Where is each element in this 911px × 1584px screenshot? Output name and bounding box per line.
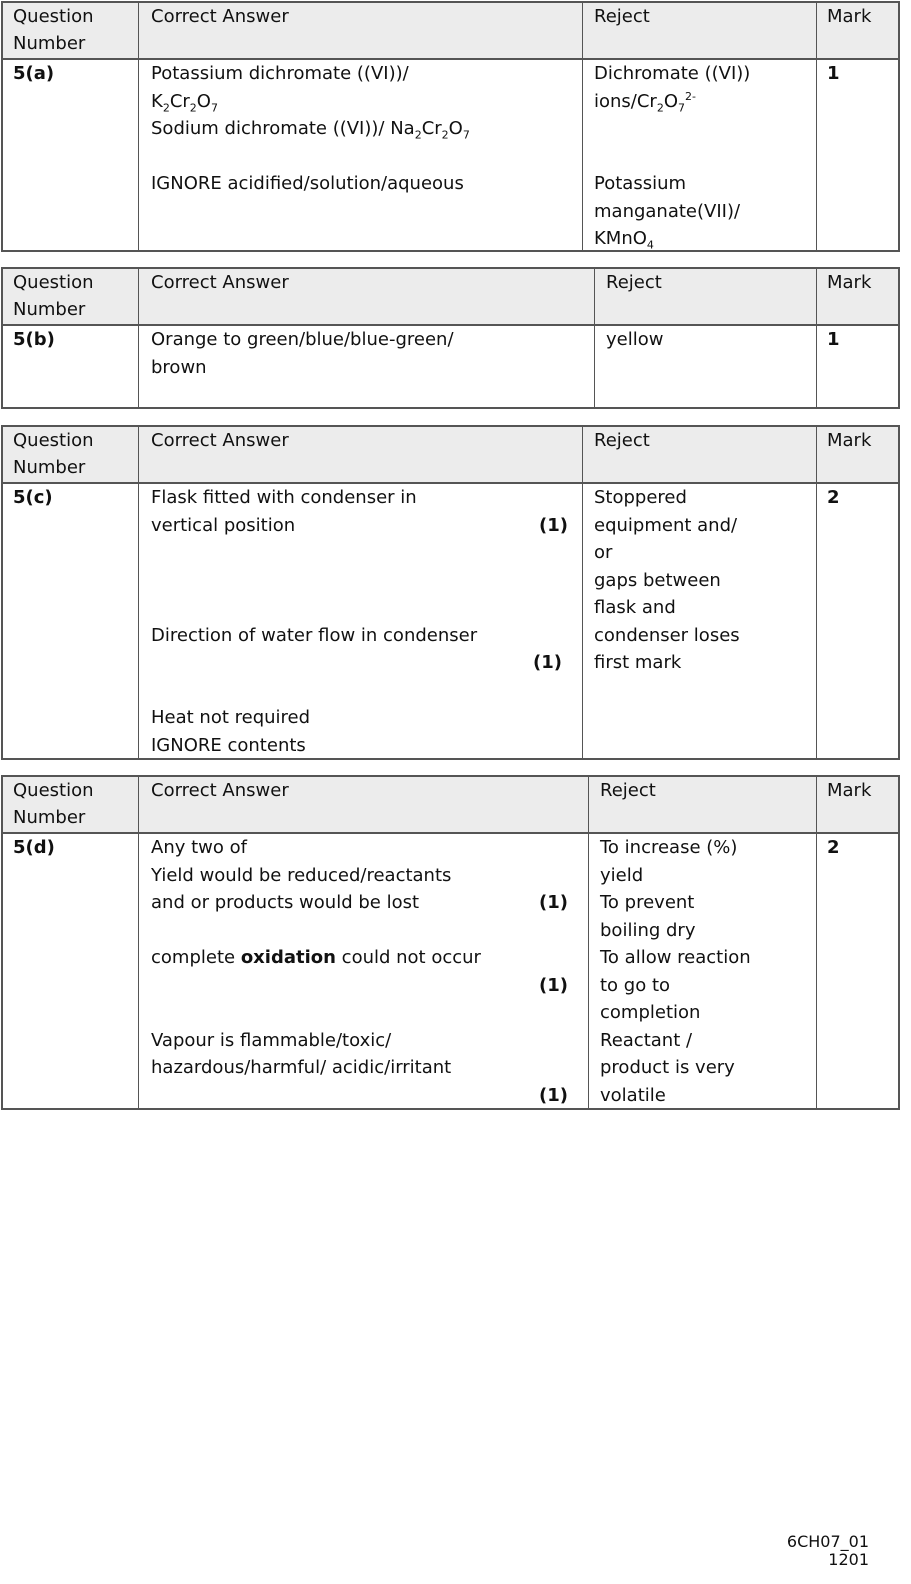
reject-line-ions bbox=[594, 88, 696, 116]
reject-line: To prevent bbox=[600, 892, 695, 913]
column-divider bbox=[582, 3, 583, 250]
formula-part: Sodium dichromate ((VI))/ Na bbox=[151, 118, 415, 139]
header-correct-answer: Correct Answer bbox=[151, 780, 289, 801]
superscript: 2- bbox=[685, 89, 696, 103]
formula-part: K bbox=[151, 90, 163, 112]
page-number: 1201 bbox=[828, 1550, 869, 1569]
emphasis-oxidation: oxidation bbox=[240, 947, 336, 968]
answer-line: and or products would be lost bbox=[151, 892, 420, 913]
reject-line: gaps between bbox=[594, 569, 721, 591]
question-number: 5(d) bbox=[13, 837, 55, 858]
header-mark: Mark bbox=[827, 6, 872, 27]
mark-table-5d bbox=[1, 775, 900, 1110]
subscript: 2 bbox=[414, 128, 422, 142]
subscript: 7 bbox=[462, 128, 470, 142]
formula-part: Cr bbox=[421, 118, 442, 139]
answer-line: brown bbox=[151, 356, 207, 378]
header-number: Number bbox=[13, 33, 86, 54]
question-number: 5(c) bbox=[13, 487, 53, 508]
answer-line: Vapour is flammable/toxic/ bbox=[151, 1029, 392, 1051]
answer-line: Yield would be reduced/reactants bbox=[151, 864, 452, 886]
header-correct-answer: Correct Answer bbox=[151, 430, 289, 451]
formula-part: ions/Cr bbox=[594, 90, 657, 112]
mark-value: 1 bbox=[827, 63, 840, 84]
mark-table-5a bbox=[1, 1, 900, 252]
reject-line: equipment and/ bbox=[594, 514, 738, 536]
mark-allocation: (1) bbox=[539, 892, 568, 913]
answer-line: Heat not required bbox=[151, 707, 311, 728]
answer-line: IGNORE contents bbox=[151, 734, 306, 756]
subscript: 7 bbox=[678, 101, 686, 115]
reject-line: To allow reaction bbox=[600, 947, 751, 968]
header-number: Number bbox=[13, 299, 86, 320]
answer-line: Orange to green/blue/blue-green/ bbox=[151, 329, 454, 350]
mark-value: 2 bbox=[827, 837, 840, 858]
reject-line: product is very bbox=[600, 1057, 735, 1078]
mark-value: 1 bbox=[827, 329, 840, 350]
reject-line: Dichromate ((VI)) bbox=[594, 63, 751, 84]
column-divider bbox=[138, 3, 139, 250]
page-footer bbox=[787, 1533, 869, 1569]
reject-line: flask and bbox=[594, 597, 676, 618]
formula-part: O bbox=[448, 118, 463, 139]
header-number: Number bbox=[13, 457, 86, 478]
formula-part: KMnO bbox=[594, 228, 647, 249]
subscript: 7 bbox=[210, 101, 218, 115]
header-mark: Mark bbox=[827, 430, 872, 451]
header-reject: Reject bbox=[606, 272, 662, 293]
reject-line: manganate(VII)/ bbox=[594, 200, 741, 222]
reject-line: to go to bbox=[600, 974, 671, 996]
reject-line: Reactant / bbox=[600, 1029, 693, 1051]
answer-line: Flask fitted with condenser in bbox=[151, 487, 417, 508]
reject-line: yield bbox=[600, 864, 644, 886]
mark-allocation: (1) bbox=[533, 652, 562, 673]
formula-part: Cr bbox=[169, 90, 190, 112]
header-question: Question bbox=[13, 6, 94, 27]
mark-table-5b bbox=[1, 267, 900, 409]
column-divider bbox=[582, 427, 583, 758]
column-divider bbox=[816, 427, 817, 758]
header-question: Question bbox=[13, 272, 94, 293]
question-number: 5(b) bbox=[13, 329, 55, 350]
reject-line: To increase (%) bbox=[600, 837, 738, 858]
header-correct-answer: Correct Answer bbox=[151, 6, 289, 27]
column-divider bbox=[816, 269, 817, 407]
reject-line-kmno4 bbox=[594, 225, 654, 253]
reject-line: or bbox=[594, 542, 613, 563]
answer-line: hazardous/harmful/ acidic/irritant bbox=[151, 1057, 452, 1078]
mark-table-5c bbox=[1, 425, 900, 760]
header-mark: Mark bbox=[827, 780, 872, 801]
header-number: Number bbox=[13, 807, 86, 828]
text-part: could not occur bbox=[335, 947, 481, 968]
answer-formula-k2cr2o7 bbox=[151, 88, 218, 116]
subscript: 2 bbox=[162, 101, 170, 115]
header-correct-answer: Correct Answer bbox=[151, 272, 289, 293]
column-divider bbox=[594, 269, 595, 407]
header-reject: Reject bbox=[594, 6, 650, 27]
mark-allocation: (1) bbox=[539, 1084, 568, 1106]
subscript: 2 bbox=[441, 128, 449, 142]
mark-allocation: (1) bbox=[539, 974, 568, 996]
formula-part: O bbox=[196, 90, 211, 112]
reject-line: condenser loses bbox=[594, 624, 740, 646]
column-divider bbox=[138, 269, 139, 407]
column-divider bbox=[816, 777, 817, 1108]
reject-line: completion bbox=[600, 1002, 701, 1023]
mark-value: 2 bbox=[827, 487, 840, 508]
column-divider bbox=[138, 777, 139, 1108]
answer-line: vertical position bbox=[151, 514, 296, 536]
answer-line: Any two of bbox=[151, 837, 247, 858]
column-divider bbox=[588, 777, 589, 1108]
reject-line: boiling dry bbox=[600, 919, 696, 941]
header-question: Question bbox=[13, 780, 94, 801]
column-divider bbox=[138, 427, 139, 758]
formula-part: O bbox=[663, 90, 679, 112]
question-number: 5(a) bbox=[13, 63, 55, 84]
paper-code: 6CH07_01 bbox=[786, 1532, 869, 1551]
answer-line-oxidation bbox=[151, 944, 481, 972]
mark-allocation: (1) bbox=[539, 514, 568, 536]
answer-line: Potassium dichromate ((VI))/ bbox=[151, 63, 409, 84]
subscript: 2 bbox=[189, 101, 197, 115]
answer-line: Direction of water flow in condenser bbox=[151, 624, 478, 646]
reject-line: yellow bbox=[606, 329, 664, 350]
header-reject: Reject bbox=[600, 780, 656, 801]
header-question: Question bbox=[13, 430, 94, 451]
answer-line: IGNORE acidified/solution/aqueous bbox=[151, 173, 464, 194]
subscript: 2 bbox=[656, 101, 664, 115]
subscript: 4 bbox=[646, 238, 654, 252]
header-mark: Mark bbox=[827, 272, 872, 293]
text-part: complete bbox=[151, 947, 241, 968]
header-reject: Reject bbox=[594, 430, 650, 451]
reject-line: volatile bbox=[600, 1084, 666, 1106]
reject-line: first mark bbox=[594, 652, 682, 673]
reject-line: Stoppered bbox=[594, 487, 687, 508]
reject-line: Potassium bbox=[594, 173, 687, 194]
column-divider bbox=[816, 3, 817, 250]
answer-line-sodium bbox=[151, 115, 470, 143]
